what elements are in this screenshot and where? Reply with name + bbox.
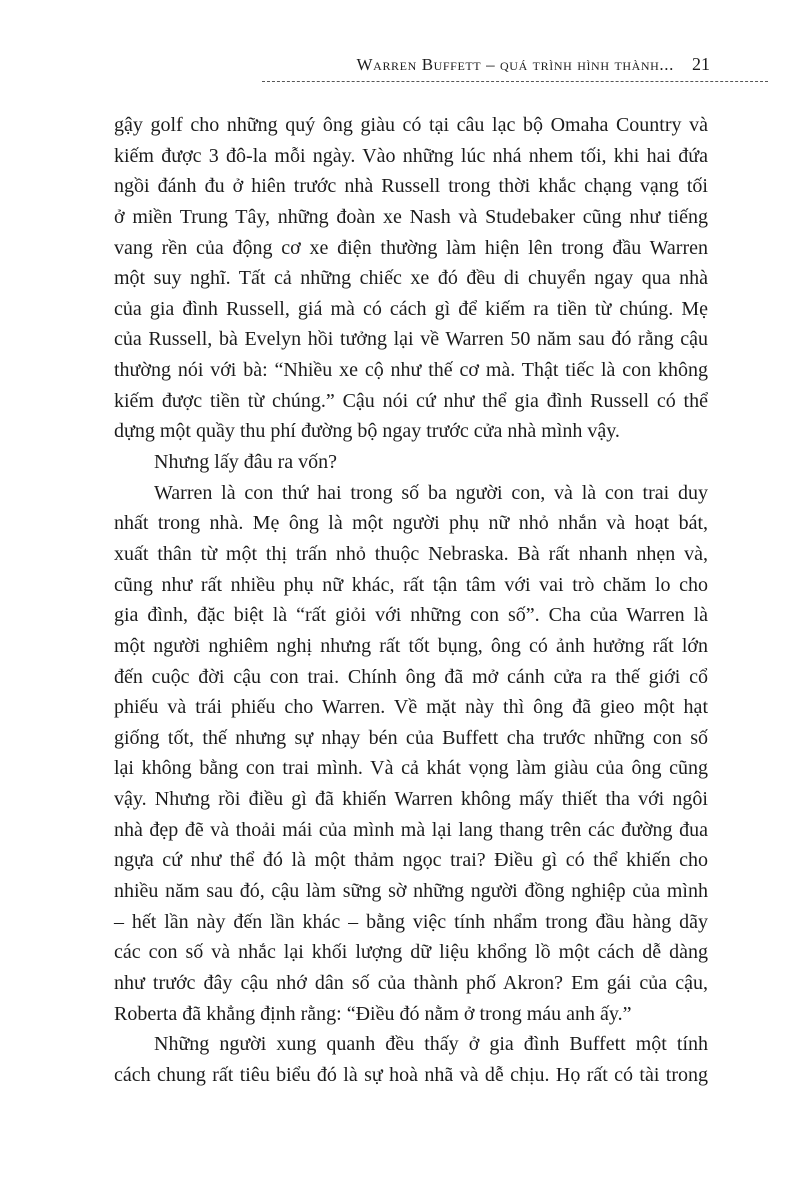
text-line: xuất thân từ một thị trấn nhỏ thuộc Nebraska. Bà rất nhanh nhẹn và, (114, 542, 708, 565)
text-line: nhà đẹp đẽ và thoải mái của mình mà lại lang thang trên các đường đua (114, 818, 708, 841)
text-line: vang rền của động cơ xe điện thường làm hiện lên trong đầu Warren (114, 236, 708, 259)
text-line: một suy nghĩ. Tất cả những chiếc xe đó đều di chuyển ngay qua nhà (114, 267, 708, 290)
text-line: cách chung rất tiêu biểu đó là sự hoà nhã và dễ chịu. Họ rất có tài trong (114, 1063, 708, 1086)
text-line: dựng một quầy thu phí đường bộ ngay trước cửa nhà mình vậy. (114, 420, 620, 443)
text-line: vậy. Nhưng rồi điều gì đã khiến Warren không mấy thiết tha với ngôi (114, 788, 708, 811)
page-number: 21 (692, 54, 710, 74)
body-text (114, 110, 708, 1091)
text-line: của Russell, bà Evelyn hồi tưởng lại về Warren 50 năm sau đó rằng cậu (114, 328, 708, 351)
text-line: của gia đình Russell, giá mà có cách gì để kiếm ra tiền từ chúng. Mẹ (114, 297, 708, 320)
text-line: nhất trong nhà. Mẹ ông là một người phụ nữ nhỏ nhắn và hoạt bát, (114, 512, 708, 535)
text-line: ngồi đánh đu ở hiên trước nhà Russell trong thời khắc chạng vạng tối (114, 175, 708, 198)
text-line: Warren là con thứ hai trong số ba người con, và là con trai duy (154, 481, 708, 504)
text-line: thường nói với bà: “Nhiều xe cộ như thế cơ mà. Thật tiếc là con không (114, 359, 708, 382)
text-line: ở miền Trung Tây, những đoàn xe Nash và Studebaker cũng như tiếng (114, 205, 708, 228)
text-line: Roberta đã khẳng định rằng: “Điều đó nằm ở trong máu anh ấy.” (114, 1002, 632, 1025)
text-line: nhiều năm sau đó, cậu làm sững sờ những người đồng nghiệp của mình (114, 880, 708, 903)
text-line: gia đình, đặc biệt là “rất giỏi với những con số”. Cha của Warren là (114, 604, 708, 627)
text-line: Nhưng lấy đâu ra vốn? (154, 451, 338, 474)
text-line: Những người xung quanh đều thấy ở gia đình Buffett một tính (154, 1033, 708, 1056)
text-line: cũng như rất nhiều phụ nữ khác, rất tận tâm với vai trò chăm lo cho (114, 573, 708, 596)
text-line: phiếu và trái phiếu cho Warren. Về mặt này thì ông đã gieo một hạt (114, 696, 708, 719)
text-line: giống tốt, thế nhưng sự nhạy bén của Buffett cha trước những con số (114, 726, 708, 749)
running-header (262, 54, 768, 82)
text-line: các con số và nhắc lại khối lượng dữ liệu khổng lồ một cách dễ dàng (114, 941, 708, 964)
running-header-title: Warren Buffett – quá trình hình thành... (356, 55, 674, 74)
text-line: – hết lần này đến lần khác – bằng việc tính nhẩm trong đầu hàng dãy (114, 910, 708, 933)
text-line: đến cuộc đời cậu con trai. Chính ông đã mở cánh cửa ra thế giới cổ (114, 665, 708, 688)
text-line: như trước đây cậu nhớ dân số của thành phố Akron? Em gái của cậu, (114, 971, 708, 994)
text-line: kiếm được 3 đô-la mỗi ngày. Vào những lúc nhá nhem tối, khi hai đứa (114, 144, 708, 167)
text-line: một người nghiêm nghị nhưng rất tốt bụng, ông có ảnh hưởng rất lớn (114, 634, 708, 657)
text-line: lại không bằng con trai mình. Và cả khát vọng làm giàu của ông cũng (114, 757, 708, 780)
text-line: gậy golf cho những quý ông giàu có tại câu lạc bộ Omaha Country và (114, 114, 708, 136)
text-line: ngựa cứ như thể đó là một thảm ngọc trai? Điều gì có thể khiến cho (114, 849, 708, 872)
text-line: kiếm được tiền từ chúng.” Cậu nói cứ như thể gia đình Russell có thể (114, 389, 708, 412)
